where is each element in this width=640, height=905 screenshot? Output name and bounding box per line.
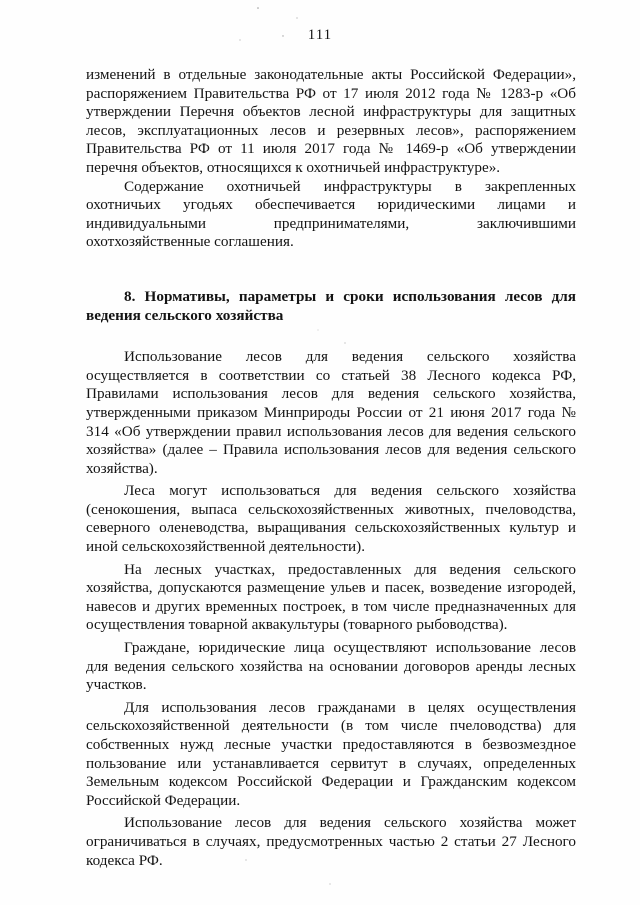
paragraph-permitted-structures: На лесных участках, предоставленных для ведения сельского хозяйства, допускаются размещение ульев и пасек, возведение изгородей, навесов и других временных построек, в том числе предназначенных для осуществления товарной аквакультуры (товарного рыбоводства).: [86, 560, 576, 634]
document-body: [86, 66, 576, 870]
paragraph-article-38: Использование лесов для ведения сельского хозяйства осуществляется в соответствии со статьей 38 Лесного кодекса РФ, Правилами использования лесов для ведения сельского хозяйства, утвержденными приказом Минприроды России от 21 июня 2017 года № 314 «Об утверждении правил использования лесов для ведения сельского хозяйства» (далее – Правила использования лесов для ведения сельского хозяйства).: [86, 348, 576, 477]
paragraph-hunting-infrastructure: Содержание охотничьей инфраструктуры в закрепленных охотничьих угодьях обеспечивается юридическими лицами и индивидуальными предпринимателями, заключившими охотхозяйственные соглашения.: [86, 177, 576, 251]
paragraph-allowed-uses: Леса могут использоваться для ведения сельского хозяйства (сенокошения, выпаса сельскохозяйственных животных, пчеловодства, северного оленеводства, выращивания сельскохозяйственных культур и иной сельскохозяйственной деятельности).: [86, 482, 576, 556]
paragraph-free-use-servitude: Для использования лесов гражданами в целях осуществления сельскохозяйственной деятельности (в том числе пчеловодства) для собственных нужд лесные участки предоставляются в безвозмездное пользование или устанавливается сервитут в случаях, определенных Земельным кодексом Российской Федерации и Гражданским кодексом Российской Федерации.: [86, 698, 576, 809]
section-heading: 8. Нормативы, параметры и сроки использования лесов для ведения сельского хозяйства: [86, 287, 576, 324]
paragraph-legal-references: изменений в отдельные законодательные акты Российской Федерации», распоряжением Правительства РФ от 17 июля 2012 года № 1283-р «Об утверждении Перечня объектов лесной инфраструктуры для защитных лесов, эксплуатационных лесов и резервных лесов», распоряжением Правительства РФ от 11 июля 2017 года № 1469-р «Об утверждении перечня объектов, относящихся к охотничьей инфраструктуре».: [86, 66, 576, 176]
page-number: 111: [307, 27, 333, 43]
paragraph-restrictions: Использование лесов для ведения сельского хозяйства может ограничиваться в случаях, предусмотренных частью 2 статьи 27 Лесного кодекса РФ.: [86, 814, 576, 869]
paragraph-lease-agreements: Граждане, юридические лица осуществляют использование лесов для ведения сельского хозяйства на основании договоров аренды лесных участков.: [86, 639, 576, 694]
